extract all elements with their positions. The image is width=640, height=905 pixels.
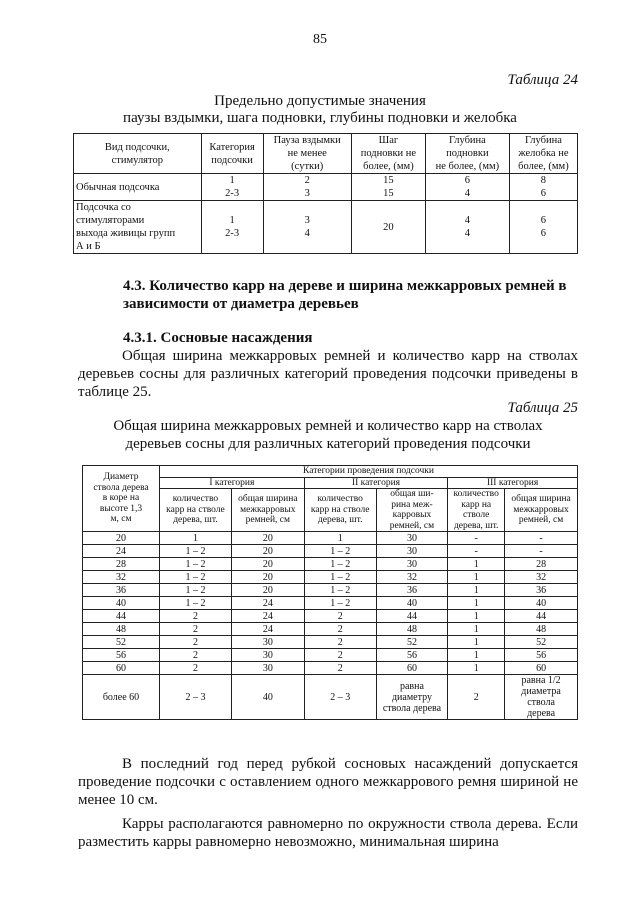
table-cell: 56: [505, 649, 578, 662]
table-cell: 28: [83, 558, 160, 571]
table-cell: 1 – 2: [160, 571, 232, 584]
table-25: [82, 465, 578, 720]
header-cat-2: II категория: [304, 477, 447, 489]
table-cell: 2: [160, 636, 232, 649]
table-cell: 1 – 2: [304, 597, 376, 610]
table-cell: 1 – 2: [304, 545, 376, 558]
table-cell: 30: [376, 532, 448, 545]
table-cell: 40: [231, 675, 304, 720]
table-row: [83, 545, 578, 558]
table-cell: 2: [304, 636, 376, 649]
table-cell: 52: [376, 636, 448, 649]
title-line: паузы вздымки, шага подновки, глубины подновки и желобка: [123, 110, 517, 126]
table-24: [73, 133, 578, 254]
table-cell: 1: [448, 584, 505, 597]
title-line: Предельно допустимые значения: [214, 93, 426, 109]
table-cell: 1 – 2: [304, 571, 376, 584]
table-cell: 30: [376, 545, 448, 558]
paragraph: Карры располагаются равномерно по окружности ствола дерева. Если разместить карры равномерно невозможно, минимальная ширина: [78, 816, 578, 850]
table-cell: 15 15: [351, 174, 425, 201]
table-cell: 1 – 2: [160, 597, 232, 610]
table-cell: 6 6: [509, 201, 577, 254]
table-cell: 1: [448, 571, 505, 584]
table-cell: 1 – 2: [304, 584, 376, 597]
table-cell: 44: [83, 610, 160, 623]
table-24-label: Таблица 24: [507, 72, 578, 88]
table-row: [74, 174, 578, 201]
table-row: [83, 597, 578, 610]
table-cell: 36: [376, 584, 448, 597]
column-header: количество карр на стволе дерева, шт.: [160, 489, 232, 532]
table-cell: 24: [231, 610, 304, 623]
table-cell: 60: [83, 662, 160, 675]
table-header-row: [74, 134, 578, 174]
table-cell: -: [448, 532, 505, 545]
table-row: [83, 636, 578, 649]
table-cell: 1 – 2: [160, 584, 232, 597]
table-cell: 52: [83, 636, 160, 649]
table-cell: 20: [231, 571, 304, 584]
table-cell: 60: [505, 662, 578, 675]
table-cell: -: [448, 545, 505, 558]
table-cell: 2: [160, 610, 232, 623]
page-number: 85: [313, 32, 327, 47]
table-cell: более 60: [83, 675, 160, 720]
header-cat-3: III категория: [448, 477, 578, 489]
table-cell: 20: [231, 558, 304, 571]
table-cell: 44: [376, 610, 448, 623]
table-25-label: Таблица 25: [507, 400, 578, 416]
title-line: деревьев сосны для различных категорий проведения подсочки: [125, 436, 531, 452]
column-header: Категория подсочки: [201, 134, 263, 174]
table-cell: 28: [505, 558, 578, 571]
column-header: Глубина подновки не более, (мм): [425, 134, 509, 174]
header-diameter: Диаметр ствола дерева в коре на высоте 1,3 м, см: [83, 466, 160, 532]
paragraph: Общая ширина межкарровых ремней и количество карр на стволах деревьев сосны для различных категорий проведения подсочки приведены в таблице 25.: [78, 348, 578, 400]
table-cell: равна 1/2 диаметра ствола дерева: [505, 675, 578, 720]
table-row: [83, 623, 578, 636]
table-cell: 30: [231, 662, 304, 675]
paragraph: В последний год перед рубкой сосновых насаждений допускается проведение подсочки с оставлением одного межкаррового ремня шириной не менее 10 см.: [78, 756, 578, 808]
table-cell: 32: [376, 571, 448, 584]
table-cell: 1 – 2: [304, 558, 376, 571]
table-cell: 20: [231, 532, 304, 545]
table-cell: 20: [83, 532, 160, 545]
table-cell: 1 2-3: [201, 174, 263, 201]
table-cell: 1: [304, 532, 376, 545]
table-cell: 1: [448, 662, 505, 675]
table-cell: 52: [505, 636, 578, 649]
table-cell: 48: [83, 623, 160, 636]
table-cell: 20: [231, 584, 304, 597]
table-cell: 1: [448, 636, 505, 649]
table-cell: 48: [505, 623, 578, 636]
table-cell: 30: [231, 649, 304, 662]
table-cell: 2: [304, 662, 376, 675]
table-cell: 2 – 3: [304, 675, 376, 720]
table-cell: 24: [83, 545, 160, 558]
table-row: [83, 584, 578, 597]
column-header: общая ширина межкарровых ремней, см: [505, 489, 578, 532]
table-cell: 2: [304, 649, 376, 662]
table-cell: 44: [505, 610, 578, 623]
table-cell: 2: [160, 662, 232, 675]
table-row: [83, 662, 578, 675]
table-cell: 36: [505, 584, 578, 597]
table-cell: 20: [231, 545, 304, 558]
table-cell: 1: [448, 649, 505, 662]
column-header: Пауза вздымки не менее (сутки): [263, 134, 351, 174]
table-cell: 20: [351, 201, 425, 254]
table-cell: 2: [160, 649, 232, 662]
table-cell: Подсочка со стимуляторами выхода живицы групп А и Б: [74, 201, 202, 254]
column-header: количество карр на стволе дерева, шт.: [448, 489, 505, 532]
table-cell: 2: [448, 675, 505, 720]
header-categories: Категории проведения подсочки: [160, 466, 578, 478]
table-cell: 2: [160, 623, 232, 636]
table-row: [83, 675, 578, 720]
table-cell: 48: [376, 623, 448, 636]
table-cell: -: [505, 532, 578, 545]
table-cell: 1: [448, 610, 505, 623]
table-row: [83, 532, 578, 545]
table-24-title: [60, 93, 580, 127]
table-row: [74, 201, 578, 254]
table-cell: 1 – 2: [160, 545, 232, 558]
table-cell: Обычная подсочка: [74, 174, 202, 201]
column-header: общая ширина межкарровых ремней, см: [231, 489, 304, 532]
column-header: общая ши- рина меж- карровых ремней, см: [376, 489, 448, 532]
table-cell: 30: [376, 558, 448, 571]
column-header: Вид подсочки, стимулятор: [74, 134, 202, 174]
table-cell: 24: [231, 597, 304, 610]
table-cell: равна диаметру ствола дерева: [376, 675, 448, 720]
table-cell: 24: [231, 623, 304, 636]
table-cell: 40: [376, 597, 448, 610]
table-cell: 60: [376, 662, 448, 675]
table-25-title: [78, 417, 578, 453]
table-cell: 2 – 3: [160, 675, 232, 720]
table-cell: 56: [376, 649, 448, 662]
table-cell: 8 6: [509, 174, 577, 201]
column-header: количество карр на стволе дерева, шт.: [304, 489, 376, 532]
table-cell: 56: [83, 649, 160, 662]
column-header: Шаг подновки не более, (мм): [351, 134, 425, 174]
table-cell: -: [505, 545, 578, 558]
title-line: Общая ширина межкарровых ремней и количество карр на стволах: [113, 418, 543, 434]
table-cell: 2: [304, 610, 376, 623]
table-cell: 1 – 2: [160, 558, 232, 571]
table-cell: 1: [448, 597, 505, 610]
table-row: [83, 571, 578, 584]
table-cell: 40: [83, 597, 160, 610]
table-cell: 3 4: [263, 201, 351, 254]
table-cell: 1: [160, 532, 232, 545]
table-cell: 2 3: [263, 174, 351, 201]
table-cell: 36: [83, 584, 160, 597]
column-header: Глубина желобка не более, (мм): [509, 134, 577, 174]
table-cell: 32: [83, 571, 160, 584]
table-cell: 1: [448, 558, 505, 571]
section-heading-4-3: 4.3. Количество карр на дереве и ширина межкарровых ремней в зависимости от диаметра деревьев: [123, 278, 567, 312]
table-cell: 4 4: [425, 201, 509, 254]
table-row: [83, 610, 578, 623]
table-row: [83, 558, 578, 571]
table-cell: 40: [505, 597, 578, 610]
header-cat-1: I категория: [160, 477, 305, 489]
table-cell: 2: [304, 623, 376, 636]
section-heading-4-3-1: 4.3.1. Сосновые насаждения: [123, 330, 313, 346]
table-cell: 1: [448, 623, 505, 636]
table-cell: 32: [505, 571, 578, 584]
table-row: [83, 649, 578, 662]
table-cell: 30: [231, 636, 304, 649]
table-cell: 1 2-3: [201, 201, 263, 254]
table-cell: 6 4: [425, 174, 509, 201]
